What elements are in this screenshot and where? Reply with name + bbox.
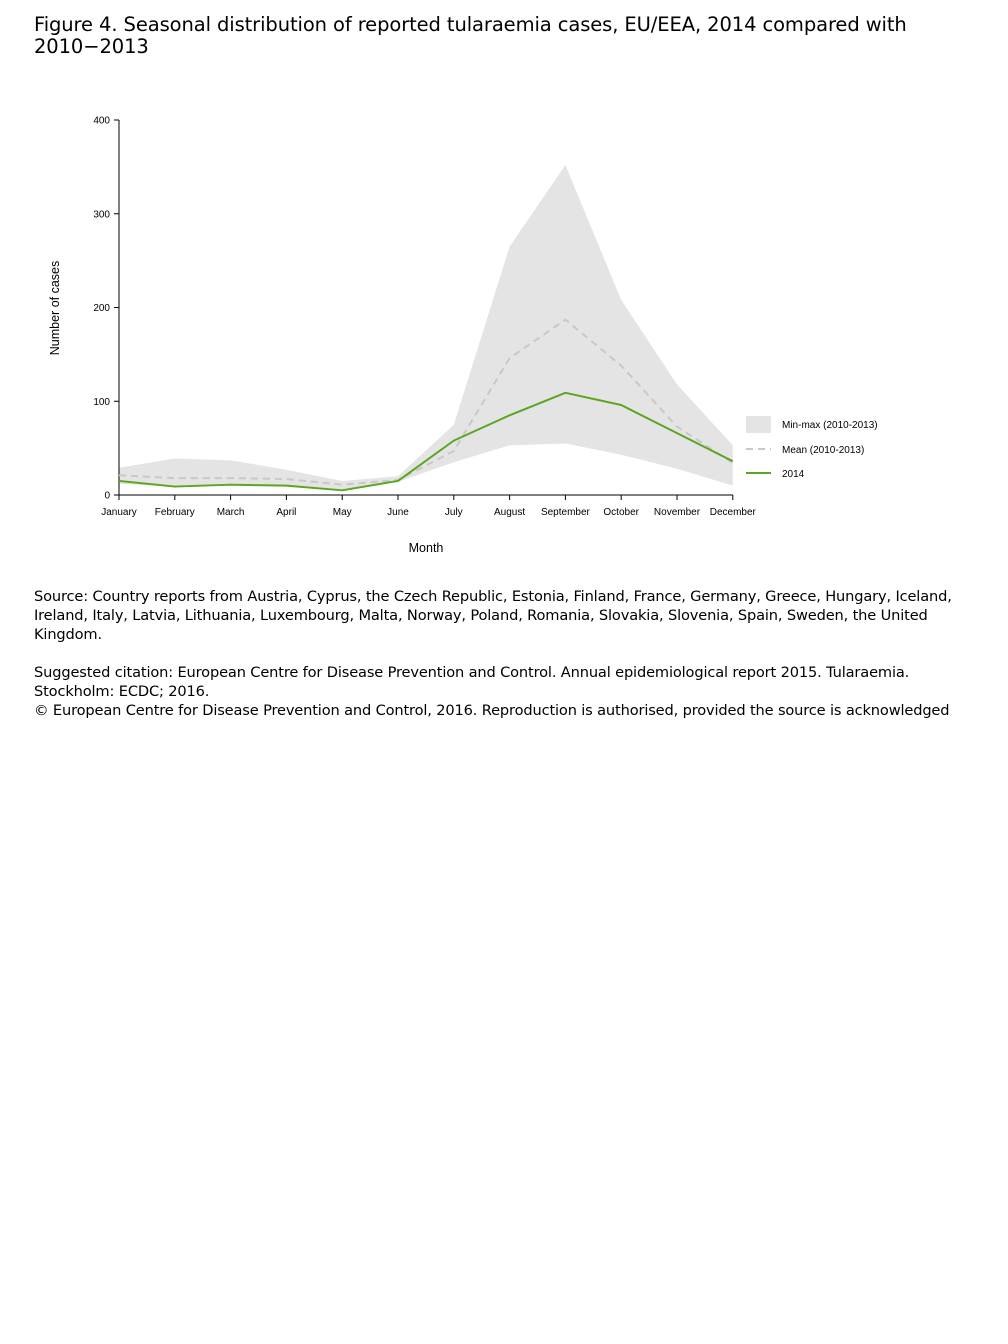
figure-title-line-2: 2010−2013 bbox=[34, 35, 149, 58]
x-tick-label: November bbox=[653, 507, 701, 518]
x-tick-label: May bbox=[332, 507, 352, 518]
x-tick-label: December bbox=[709, 507, 756, 518]
legend-swatch-band bbox=[746, 416, 771, 433]
x-tick-label: April bbox=[276, 507, 297, 518]
source-note: Source: Country reports from Austria, Cyprus, the Czech Republic, Estonia, Finland, France, Germany, Greece, Hungary, Iceland, Ireland, Italy, Latvia, Lithuania, Luxembourg, Malta, Norway, Poland, Romania, Slovakia, Slovenia, Spain, Sweden, the United Kingdom. bbox=[34, 588, 952, 643]
chart-area bbox=[0, 0, 1008, 570]
x-tick-label: September bbox=[540, 507, 590, 518]
legend-layer bbox=[746, 416, 878, 480]
x-tick-label: July bbox=[444, 507, 463, 518]
y-tick-label: 300 bbox=[93, 209, 110, 221]
x-tick-label: October bbox=[603, 507, 639, 518]
legend-label-band: Min-max (2010-2013) bbox=[782, 420, 878, 431]
x-tick-label: February bbox=[154, 507, 195, 518]
citation-note: Suggested citation: European Centre for Disease Prevention and Control. Annual epidemiological report 2015. Tularaemia. Stockholm: ECDC; 2016. bbox=[34, 664, 910, 700]
figure-notes bbox=[34, 587, 984, 720]
legend-label-series-0: Mean (2010-2013) bbox=[782, 445, 865, 456]
legend-label-series-1: 2014 bbox=[782, 469, 805, 480]
figure-title-line-1: Figure 4. Seasonal distribution of reported tularaemia cases, EU/EEA, 2014 compared with bbox=[34, 13, 907, 36]
seasonal-line-chart bbox=[0, 0, 1008, 570]
labels-layer bbox=[48, 116, 757, 556]
x-tick-label: January bbox=[101, 507, 137, 518]
min-max-band bbox=[119, 165, 733, 489]
y-axis-label: Number of cases bbox=[48, 260, 62, 356]
x-tick-label: March bbox=[216, 507, 245, 518]
y-tick-label: 200 bbox=[93, 303, 110, 314]
band-layer bbox=[119, 165, 733, 489]
y-tick-label: 0 bbox=[104, 490, 110, 502]
copyright-note: © European Centre for Disease Prevention and Control, 2016. Reproduction is authorised, provided the source is acknowledged bbox=[34, 702, 950, 719]
x-tick-label: June bbox=[387, 507, 409, 518]
y-tick-label: 400 bbox=[93, 115, 110, 127]
y-tick-label: 100 bbox=[93, 396, 110, 408]
x-tick-label: August bbox=[494, 507, 526, 518]
x-axis-label: Month bbox=[408, 541, 444, 555]
